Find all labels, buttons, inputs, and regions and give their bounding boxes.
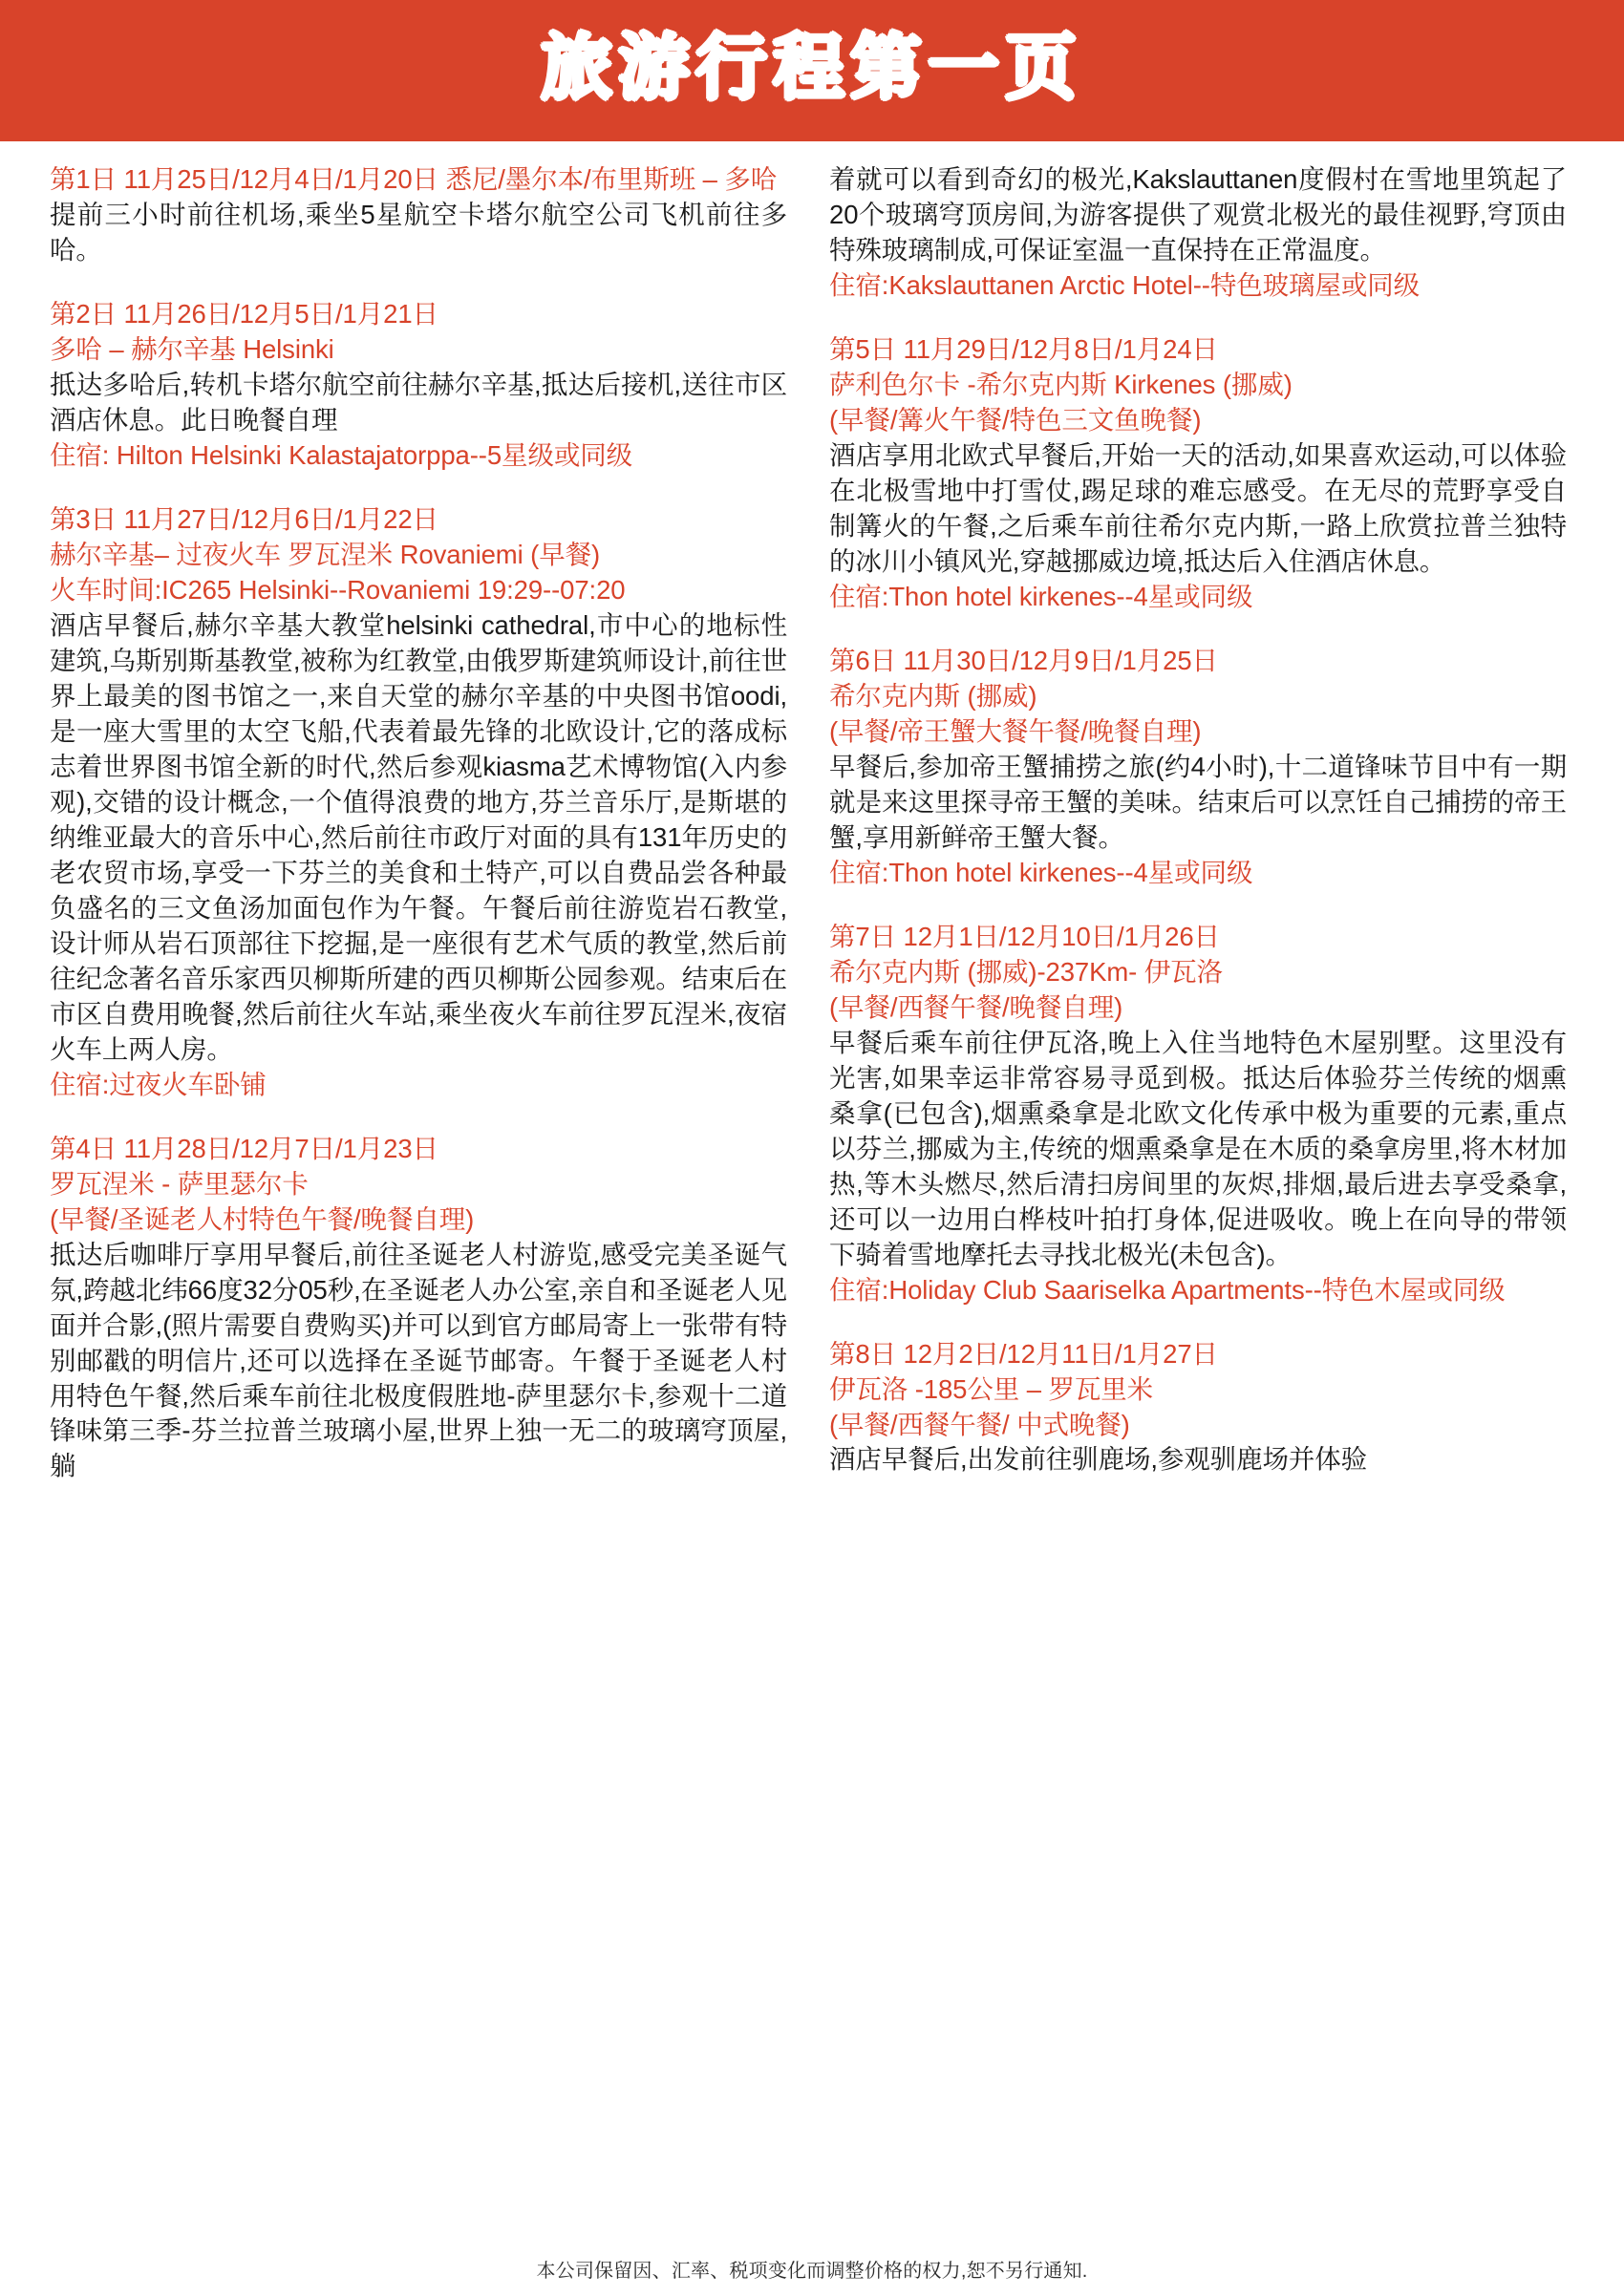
page-title: 旅游行程第一页: [541, 28, 1083, 107]
day-body: 早餐后,参加帝王蟹捕捞之旅(约4小时),十二道锋味节目中有一期就是来这里探寻帝王蟹的美味。结束后可以烹饪自己捕捞的帝王蟹,享用新鲜帝王蟹大餐。: [829, 751, 1567, 852]
day-block: [829, 644, 1567, 891]
day-block: [50, 297, 787, 474]
day-route: 赫尔辛基– 过夜火车 罗瓦涅米 Rovaniemi (早餐): [50, 539, 601, 569]
day-body: 酒店早餐后,赫尔辛基大教堂helsinki cathedral,市中心的地标性建筑,乌斯别斯基教堂,被称为红教堂,由俄罗斯建筑师设计,前往世界上最美的图书馆之一,来自天堂的赫尔辛基的中央图书馆oodi,是一座大雪里的太空飞船,代表着最先锋的北欧设计,它的落成标志着世界图书馆全新的时代,然后参观kiasma艺术博物馆(入内参观),交错的设计概念,一个值得浪费的地方,芬兰音乐厅,是斯堪的纳维亚最大的音乐中心,然后前往市政厅对面的具有131年历史的老农贸市场,享受一下芬兰的美食和土特产,可以自费品尝各种最负盛名的三文鱼汤加面包作为午餐。午餐后前往游览岩石教堂,设计师从岩石顶部往下挖掘,是一座很有艺术气质的教堂,然后前往纪念著名音乐家西贝柳斯所建的西贝柳斯公园参观。结束后在市区自费用晚餐,然后前往火车站,乘坐夜火车前往罗瓦涅米,夜宿火车上两人房。: [50, 609, 787, 1064]
day-body: 酒店早餐后,出发前往驯鹿场,参观驯鹿场并体验: [829, 1444, 1368, 1475]
day-meals: (早餐/西餐午餐/晚餐自理): [829, 991, 1123, 1022]
day-meals: (早餐/帝王蟹大餐午餐/晚餐自理): [829, 715, 1202, 746]
day-label: 第6日 11月30日/12月9日/1月25日: [829, 645, 1218, 675]
day-block: [50, 162, 787, 268]
right-column: [829, 162, 1567, 1478]
footer-disclaimer: 本公司保留因、汇率、税项变化而调整价格的权力,恕不另行通知.: [536, 2261, 1088, 2282]
day-body: 抵达后咖啡厅享用早餐后,前往圣诞老人村游览,感受完美圣诞气氛,跨越北纬66度32分05秒,在圣诞老人办公室,亲自和圣诞老人见面并合影,(照片需要自费购买)并可以到官方邮局寄上一张带有特别邮戳的明信片,还可以选择在圣诞节邮寄。午餐于圣诞老人村用特色午餐,然后乘车前往北极度假胜地-萨里瑟尔卡,参观十二道锋味第三季-芬兰拉普兰玻璃小屋,世界上独一无二的玻璃穹顶屋,躺: [50, 1239, 787, 1481]
itinerary-columns: [0, 141, 1624, 1484]
day-lodging: 住宿:Thon hotel kirkenes--4星或同级: [829, 857, 1253, 887]
day-block: [829, 920, 1567, 1308]
day-label: 第3日 11月27日/12月6日/1月22日: [50, 503, 438, 534]
page-header-banner: [0, 0, 1624, 141]
day-label: 第1日 11月25日/12月4日/1月20日 悉尼/墨尔本/布里斯班 – 多哈: [50, 164, 778, 194]
day-body: 酒店享用北欧式早餐后,开始一天的活动,如果喜欢运动,可以体验在北极雪地中打雪仗,踢足球的难忘感受。在无尽的荒野享受自制篝火的午餐,之后乘车前往希尔克内斯,一路上欣赏拉普兰独特的冰川小镇风光,穿越挪威边境,抵达后入住酒店休息。: [829, 439, 1567, 576]
day-route: 罗瓦涅米 - 萨里瑟尔卡: [50, 1168, 309, 1199]
day-body: 抵达多哈后,转机卡塔尔航空前往赫尔辛基,抵达后接机,送往市区酒店休息。此日晚餐自理: [50, 369, 787, 435]
day-lodging: 住宿: Hilton Helsinki Kalastajatorppa--5星级或同级: [50, 439, 633, 470]
day-block: [829, 332, 1567, 615]
day-block: [50, 1132, 787, 1485]
day-meals: (早餐/圣诞老人村特色午餐/晚餐自理): [50, 1203, 475, 1234]
day-route: 希尔克内斯 (挪威): [829, 680, 1037, 711]
day-route: 伊瓦洛 -185公里 – 罗瓦里米: [829, 1373, 1154, 1404]
day-train-info: 火车时间:IC265 Helsinki--Rovaniemi 19:29--07:20: [50, 574, 626, 605]
day-lodging: 住宿:Kakslauttanen Arctic Hotel--特色玻璃屋或同级: [829, 269, 1421, 300]
day-route: 多哈 – 赫尔辛基 Helsinki: [50, 333, 334, 364]
day-label: 第5日 11月29日/12月8日/1月24日: [829, 333, 1218, 364]
day-lodging: 住宿:Holiday Club Saariselka Apartments--特色木屋或同级: [829, 1274, 1506, 1305]
day-lodging: 住宿:过夜火车卧铺: [50, 1069, 267, 1099]
day-route: 萨利色尔卡 -希尔克内斯 Kirkenes (挪威): [829, 369, 1293, 399]
day-block: [50, 502, 787, 1103]
day-label: 第7日 12月1日/12月10日/1月26日: [829, 921, 1220, 951]
day-label: 第4日 11月28日/12月7日/1月23日: [50, 1133, 438, 1163]
day-meals: (早餐/西餐午餐/ 中式晚餐): [829, 1409, 1130, 1439]
day-label: 第8日 12月2日/12月11日/1月27日: [829, 1338, 1218, 1369]
left-column: [50, 162, 787, 1484]
day-block-continuation: [829, 162, 1567, 304]
day-route: 希尔克内斯 (挪威)-237Km- 伊瓦洛: [829, 956, 1223, 987]
day-lodging: 住宿:Thon hotel kirkenes--4星或同级: [829, 581, 1253, 611]
day-meals: (早餐/篝火午餐/特色三文鱼晚餐): [829, 404, 1202, 435]
day-body: 早餐后乘车前往伊瓦洛,晚上入住当地特色木屋别墅。这里没有光害,如果幸运非常容易寻觅到极。抵达后体验芬兰传统的烟熏桑拿(已包含),烟熏桑拿是北欧文化传承中极为重要的元素,重点以芬兰,挪威为主,传统的烟熏桑拿是在木质的桑拿房里,将木材加热,等木头燃尽,然后清扫房间里的灰烬,排烟,最后进去享受桑拿,还可以一边用白桦枝叶拍打身体,促进吸收。晚上在向导的带领下骑着雪地摩托去寻找北极光(未包含)。: [829, 1027, 1567, 1269]
day-body: 着就可以看到奇幻的极光,Kakslauttanen度假村在雪地里筑起了20个玻璃穹顶房间,为游客提供了观赏北极光的最佳视野,穹顶由特殊玻璃制成,可保证室温一直保持在正常温度。: [829, 164, 1567, 265]
day-body: 提前三小时前往机场,乘坐5星航空卡塔尔航空公司飞机前往多哈。: [50, 199, 787, 265]
day-block: [829, 1337, 1567, 1478]
day-label: 第2日 11月26日/12月5日/1月21日: [50, 298, 438, 329]
